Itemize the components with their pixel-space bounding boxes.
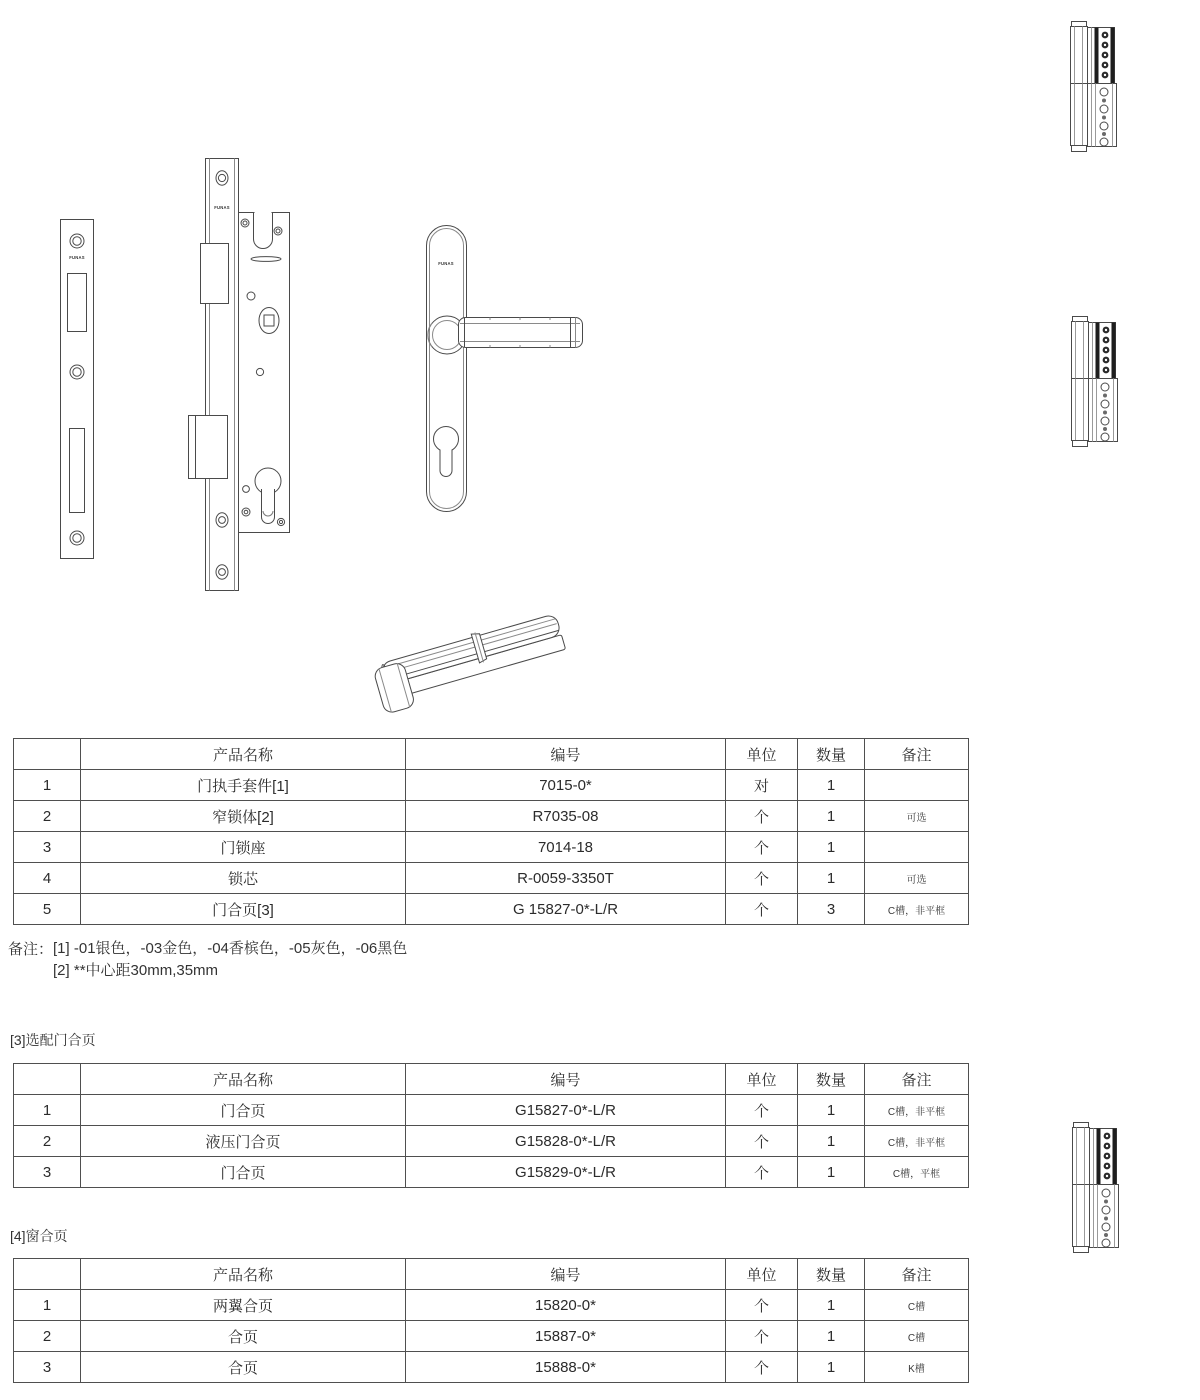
mortise-lock-body-drawing [185, 155, 295, 595]
table-cell: 合页 [81, 1321, 406, 1352]
table-cell: G15827-0*-L/R [406, 1095, 726, 1126]
table-cell: 15820-0* [406, 1290, 726, 1321]
table-cell: C槽，平框 [865, 1157, 969, 1188]
table-cell: R7035-08 [406, 801, 726, 832]
table-cell: 液压门合页 [81, 1126, 406, 1157]
table-row [14, 1095, 969, 1126]
table-cell: 1 [798, 1157, 865, 1188]
door-handle-set-drawing [420, 220, 590, 515]
door-hinge-table [13, 1063, 969, 1188]
column-header: 数量 [798, 739, 865, 770]
table-cell [865, 770, 969, 801]
table-cell: 2 [14, 1321, 81, 1352]
table-row [14, 1126, 969, 1157]
table-cell: 1 [798, 770, 865, 801]
column-header: 产品名称 [81, 1064, 406, 1095]
header-row [14, 739, 969, 770]
table-cell: 2 [14, 801, 81, 832]
table-cell: C槽 [865, 1321, 969, 1352]
table-cell: 3 [798, 894, 865, 925]
notes [8, 938, 407, 982]
table-cell: 1 [14, 770, 81, 801]
table-cell: K槽 [865, 1352, 969, 1383]
table-cell: G15828-0*-L/R [406, 1126, 726, 1157]
brand-logo-text: FUNAS [438, 261, 454, 266]
table-cell: 1 [14, 1095, 81, 1126]
table-cell: 1 [14, 1290, 81, 1321]
column-header: 单位 [726, 739, 798, 770]
table-cell: 1 [798, 801, 865, 832]
table-cell: C槽，非平框 [865, 1095, 969, 1126]
column-header: 编号 [406, 1259, 726, 1290]
table-cell: 个 [726, 1352, 798, 1383]
table-cell: C槽，非平框 [865, 894, 969, 925]
table-cell: 门执手套件[1] [81, 770, 406, 801]
table-cell: 两翼合页 [81, 1290, 406, 1321]
table-cell: 3 [14, 1157, 81, 1188]
column-header [14, 1064, 81, 1095]
column-header: 产品名称 [81, 1259, 406, 1290]
table-cell: 1 [798, 1321, 865, 1352]
table-cell: 7014-18 [406, 832, 726, 863]
note-line: [1] -01银色，-03金色，-04香槟色，-05灰色，-06黑色 [53, 940, 408, 957]
table-cell: 1 [798, 1126, 865, 1157]
door-hinge-drawing [1068, 18, 1120, 155]
table-cell: 1 [798, 832, 865, 863]
table-row [14, 770, 969, 801]
column-header [14, 739, 81, 770]
table-cell: 合页 [81, 1352, 406, 1383]
column-header: 产品名称 [81, 739, 406, 770]
table-cell: 个 [726, 1157, 798, 1188]
table-row [14, 801, 969, 832]
table-cell: C槽，非平框 [865, 1126, 969, 1157]
table-cell: G 15827-0*-L/R [406, 894, 726, 925]
table-cell: 7015-0* [406, 770, 726, 801]
table-cell: 2 [14, 1126, 81, 1157]
table-cell: 窄锁体[2] [81, 801, 406, 832]
table-cell: 个 [726, 1095, 798, 1126]
column-header: 备注 [865, 1064, 969, 1095]
table-cell: 3 [14, 832, 81, 863]
table-cell: 门合页 [81, 1157, 406, 1188]
table-cell: C槽 [865, 1290, 969, 1321]
main-parts-table [13, 738, 969, 925]
table-row [14, 894, 969, 925]
door-hinge-drawing [1070, 1119, 1122, 1256]
table-cell: 门锁座 [81, 832, 406, 863]
table-cell: 1 [798, 1095, 865, 1126]
column-header: 编号 [406, 1064, 726, 1095]
table-cell: 个 [726, 1290, 798, 1321]
table-cell: 15887-0* [406, 1321, 726, 1352]
table-cell: 个 [726, 863, 798, 894]
table-row [14, 1352, 969, 1383]
table-cell: 1 [798, 1290, 865, 1321]
table-cell: 4 [14, 863, 81, 894]
table-cell: 1 [798, 863, 865, 894]
table-cell: 对 [726, 770, 798, 801]
window-hinge-table [13, 1258, 969, 1383]
table-row [14, 863, 969, 894]
table-cell: 个 [726, 832, 798, 863]
brand-logo-text: FUNAS [69, 255, 85, 260]
note-line: [2] **中心距30mm,35mm [53, 962, 219, 979]
column-header: 编号 [406, 739, 726, 770]
table-row [14, 1321, 969, 1352]
table-cell: 可选 [865, 863, 969, 894]
column-header: 备注 [865, 739, 969, 770]
header-row [14, 1259, 969, 1290]
table-cell: 3 [14, 1352, 81, 1383]
table-cell: 个 [726, 1126, 798, 1157]
section-label-window-hinge: [4]窗合页 [10, 1228, 68, 1244]
column-header: 单位 [726, 1259, 798, 1290]
door-hinge-drawing [1069, 313, 1121, 450]
table-row [14, 832, 969, 863]
table-cell: 锁芯 [81, 863, 406, 894]
table-row [14, 1290, 969, 1321]
table-row [14, 1157, 969, 1188]
table-cell: R-0059-3350T [406, 863, 726, 894]
table-cell: G15829-0*-L/R [406, 1157, 726, 1188]
table-cell: 个 [726, 1321, 798, 1352]
column-header: 备注 [865, 1259, 969, 1290]
table-cell: 1 [798, 1352, 865, 1383]
notes-label: 备注： [8, 941, 54, 958]
section-label-optional-door-hinge: [3]选配门合页 [10, 1032, 96, 1048]
strike-plate-drawing [58, 218, 98, 560]
column-header [14, 1259, 81, 1290]
table-cell: 可选 [865, 801, 969, 832]
table-cell [865, 832, 969, 863]
table-cell: 门合页 [81, 1095, 406, 1126]
column-header: 单位 [726, 1064, 798, 1095]
table-cell: 5 [14, 894, 81, 925]
brand-logo-text: FUNAS [214, 205, 230, 210]
table-cell: 门合页[3] [81, 894, 406, 925]
header-row [14, 1064, 969, 1095]
column-header: 数量 [798, 1064, 865, 1095]
column-header: 数量 [798, 1259, 865, 1290]
table-cell: 15888-0* [406, 1352, 726, 1383]
table-cell: 个 [726, 894, 798, 925]
table-cell: 个 [726, 801, 798, 832]
lock-cylinder-drawing [360, 595, 580, 725]
